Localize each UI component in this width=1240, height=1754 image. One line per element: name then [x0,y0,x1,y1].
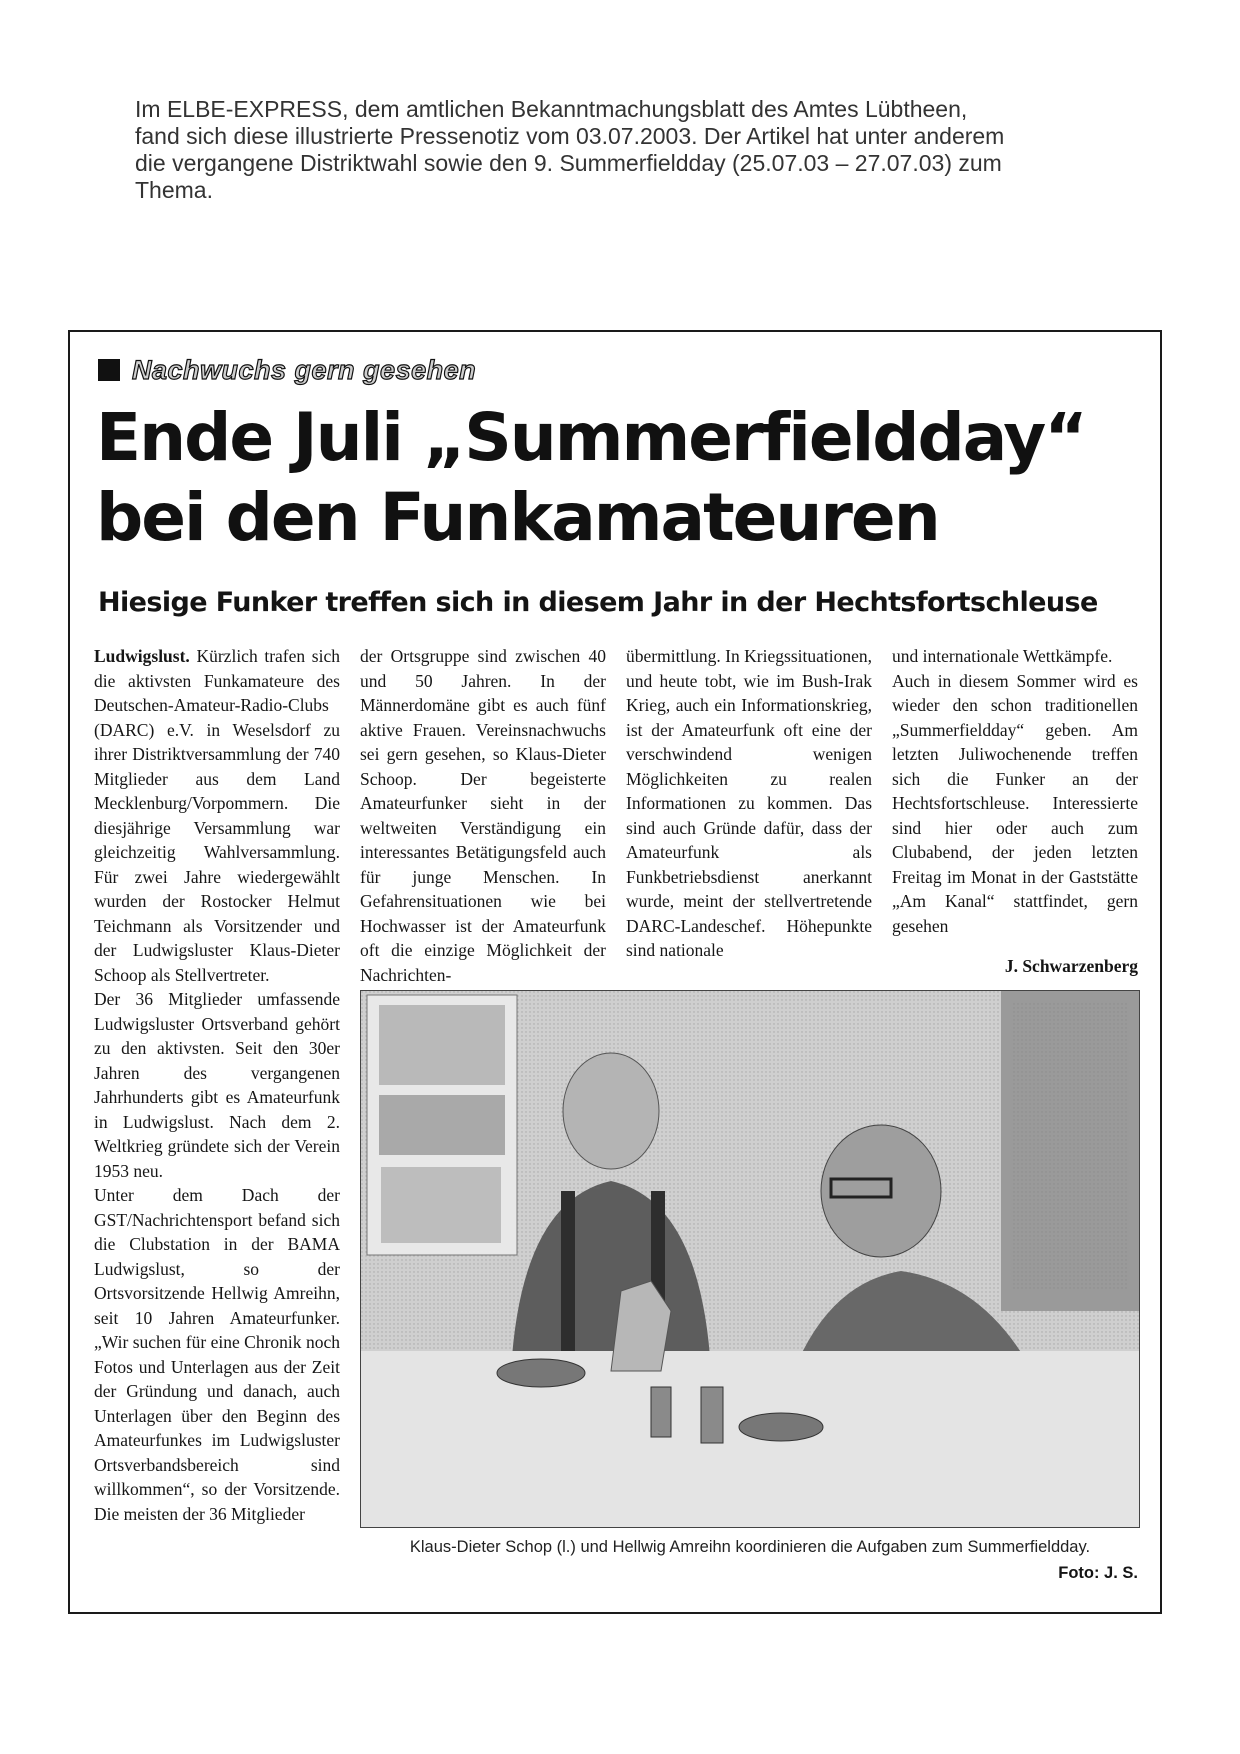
column-paragraph: übermittlung. In Kriegssituationen, und heute tobt, wie im Bush-Irak Krieg, auch ein Informationskrieg, ist der Amateurfunk oft eine der verschwindend wenigen Möglichkeiten zu realen Informationen zu kommen. Das sind auch Gründe dafür, dass der Amateurfunk als Funkbetriebsdienst anerkannt wurde, meint der stellvertretende DARC-Landeschef. Höhepunkte sind nationale [626,646,872,960]
column-paragraph: Auch in diesem Sommer wird es wieder den schon traditionellen „Summerfieldday“ geben. Am letzten Juliwochenende treffen sich die Funker an der Hechtsfortschleuse. Interessierte sind hier oder auch zum Clubabend, der jeden letzten Freitag im Monat in der Gaststätte „Am Kanal“ stattfindet, gern gesehen [892,670,1138,936]
article-column-1 [94,644,340,1526]
headline [96,398,1136,558]
column-paragraph: der Ortsgruppe sind zwischen 40 und 50 Jahren. In der Männerdomäne gibt es auch fünf aktive Frauen. Vereinsnachwuchs sei gern gesehen, so Klaus-Dieter Schoop. Der begeisterte Amateurfunker sieht in der weltweiten Verständigung ein interessantes Betätigungsfeld auch für junge Menschen. In Gefahrensituationen wie bei Hochwasser ist der Amateurfunk oft die einzige Möglichkeit der Nachrichten- [360,646,606,985]
article-column-3 [626,644,872,963]
column-paragraph [94,644,340,987]
intro-note [135,96,1115,204]
intro-line: die vergangene Distriktwahl sowie den 9. Summerfieldday (25.07.03 – 27.07.03) zum [135,150,1002,176]
article-column-2 [360,644,606,987]
kicker-text: Nachwuchs gern gesehen [132,354,477,385]
paragraph-text: Kürzlich trafen sich die aktivsten Funkamateure des Deutschen-Amateur-Radio-Clubs (DARC) e.V. in Weselsdorf zu ihrer Distriktversammlung der 740 Mitglieder aus dem Land Mecklenburg/Vorpommern. Die diesjährige Versammlung war gleichzeitig Wahlversammlung. Für zwei Jahre wiedergewählt wurden der Rostocker Helmut Teichmann als Vorsitzender und der Ludwigsluster Klaus-Dieter Schoop als Stellvertreter. [94,646,340,985]
newspaper-clipping [68,330,1162,1614]
article-column-4 [892,644,1138,938]
headline-line-2: bei den Funkamateuren [96,479,939,556]
photo-credit: Foto: J. S. [1058,1564,1138,1582]
intro-line: fand sich diese illustrierte Pressenotiz vom 03.07.2003. Der Artikel hat unter anderem [135,123,1005,149]
byline: J. Schwarzenberg [1004,956,1138,976]
subheadline: Hiesige Funker treffen sich in diesem Jahr in der Hechtsfortschleuse [98,587,1098,618]
article-photo [360,990,1140,1528]
intro-line: Thema. [135,177,213,203]
headline-line-1: Ende Juli „Summerfieldday“ [96,399,1086,476]
column-paragraph: und internationale Wettkämpfe. [892,646,1113,666]
dateline: Ludwigslust. [94,646,190,666]
intro-line: Im ELBE-EXPRESS, dem amtlichen Bekanntmachungsblatt des Amtes Lübtheen, [135,96,968,122]
photo-caption: Klaus-Dieter Schop (l.) und Hellwig Amreihn koordinieren die Aufgaben zum Summerfieldday. [409,1538,1091,1556]
column-paragraph: Der 36 Mitglieder umfassende Ludwigsluster Ortsverband gehört zu den aktivsten. Seit den 30er Jahren des vergangenen Jahrhunderts gibt es Amateurfunk in Ludwigslust. Nach dem 2. Weltkrieg gründete sich der Verein 1953 neu. [94,989,340,1181]
square-bullet-icon [98,359,120,381]
kicker [98,354,476,386]
photo-illustration [361,991,1139,1527]
column-paragraph: Unter dem Dach der GST/Nachrichtensport befand sich die Clubstation in der BAMA Ludwigslust, so der Ortsvorsitzende Hellwig Amreihn, seit 10 Jahren Amateurfunker. „Wir suchen für eine Chronik noch Fotos und Unterlagen aus der Zeit der Gründung und danach, auch Unterlagen über den Beginn des Amateurfunkes im Ludwigsluster Ortsverbandsbereich sind willkommen“, so der Vorsitzende. Die meisten der 36 Mitglieder [94,1185,340,1524]
